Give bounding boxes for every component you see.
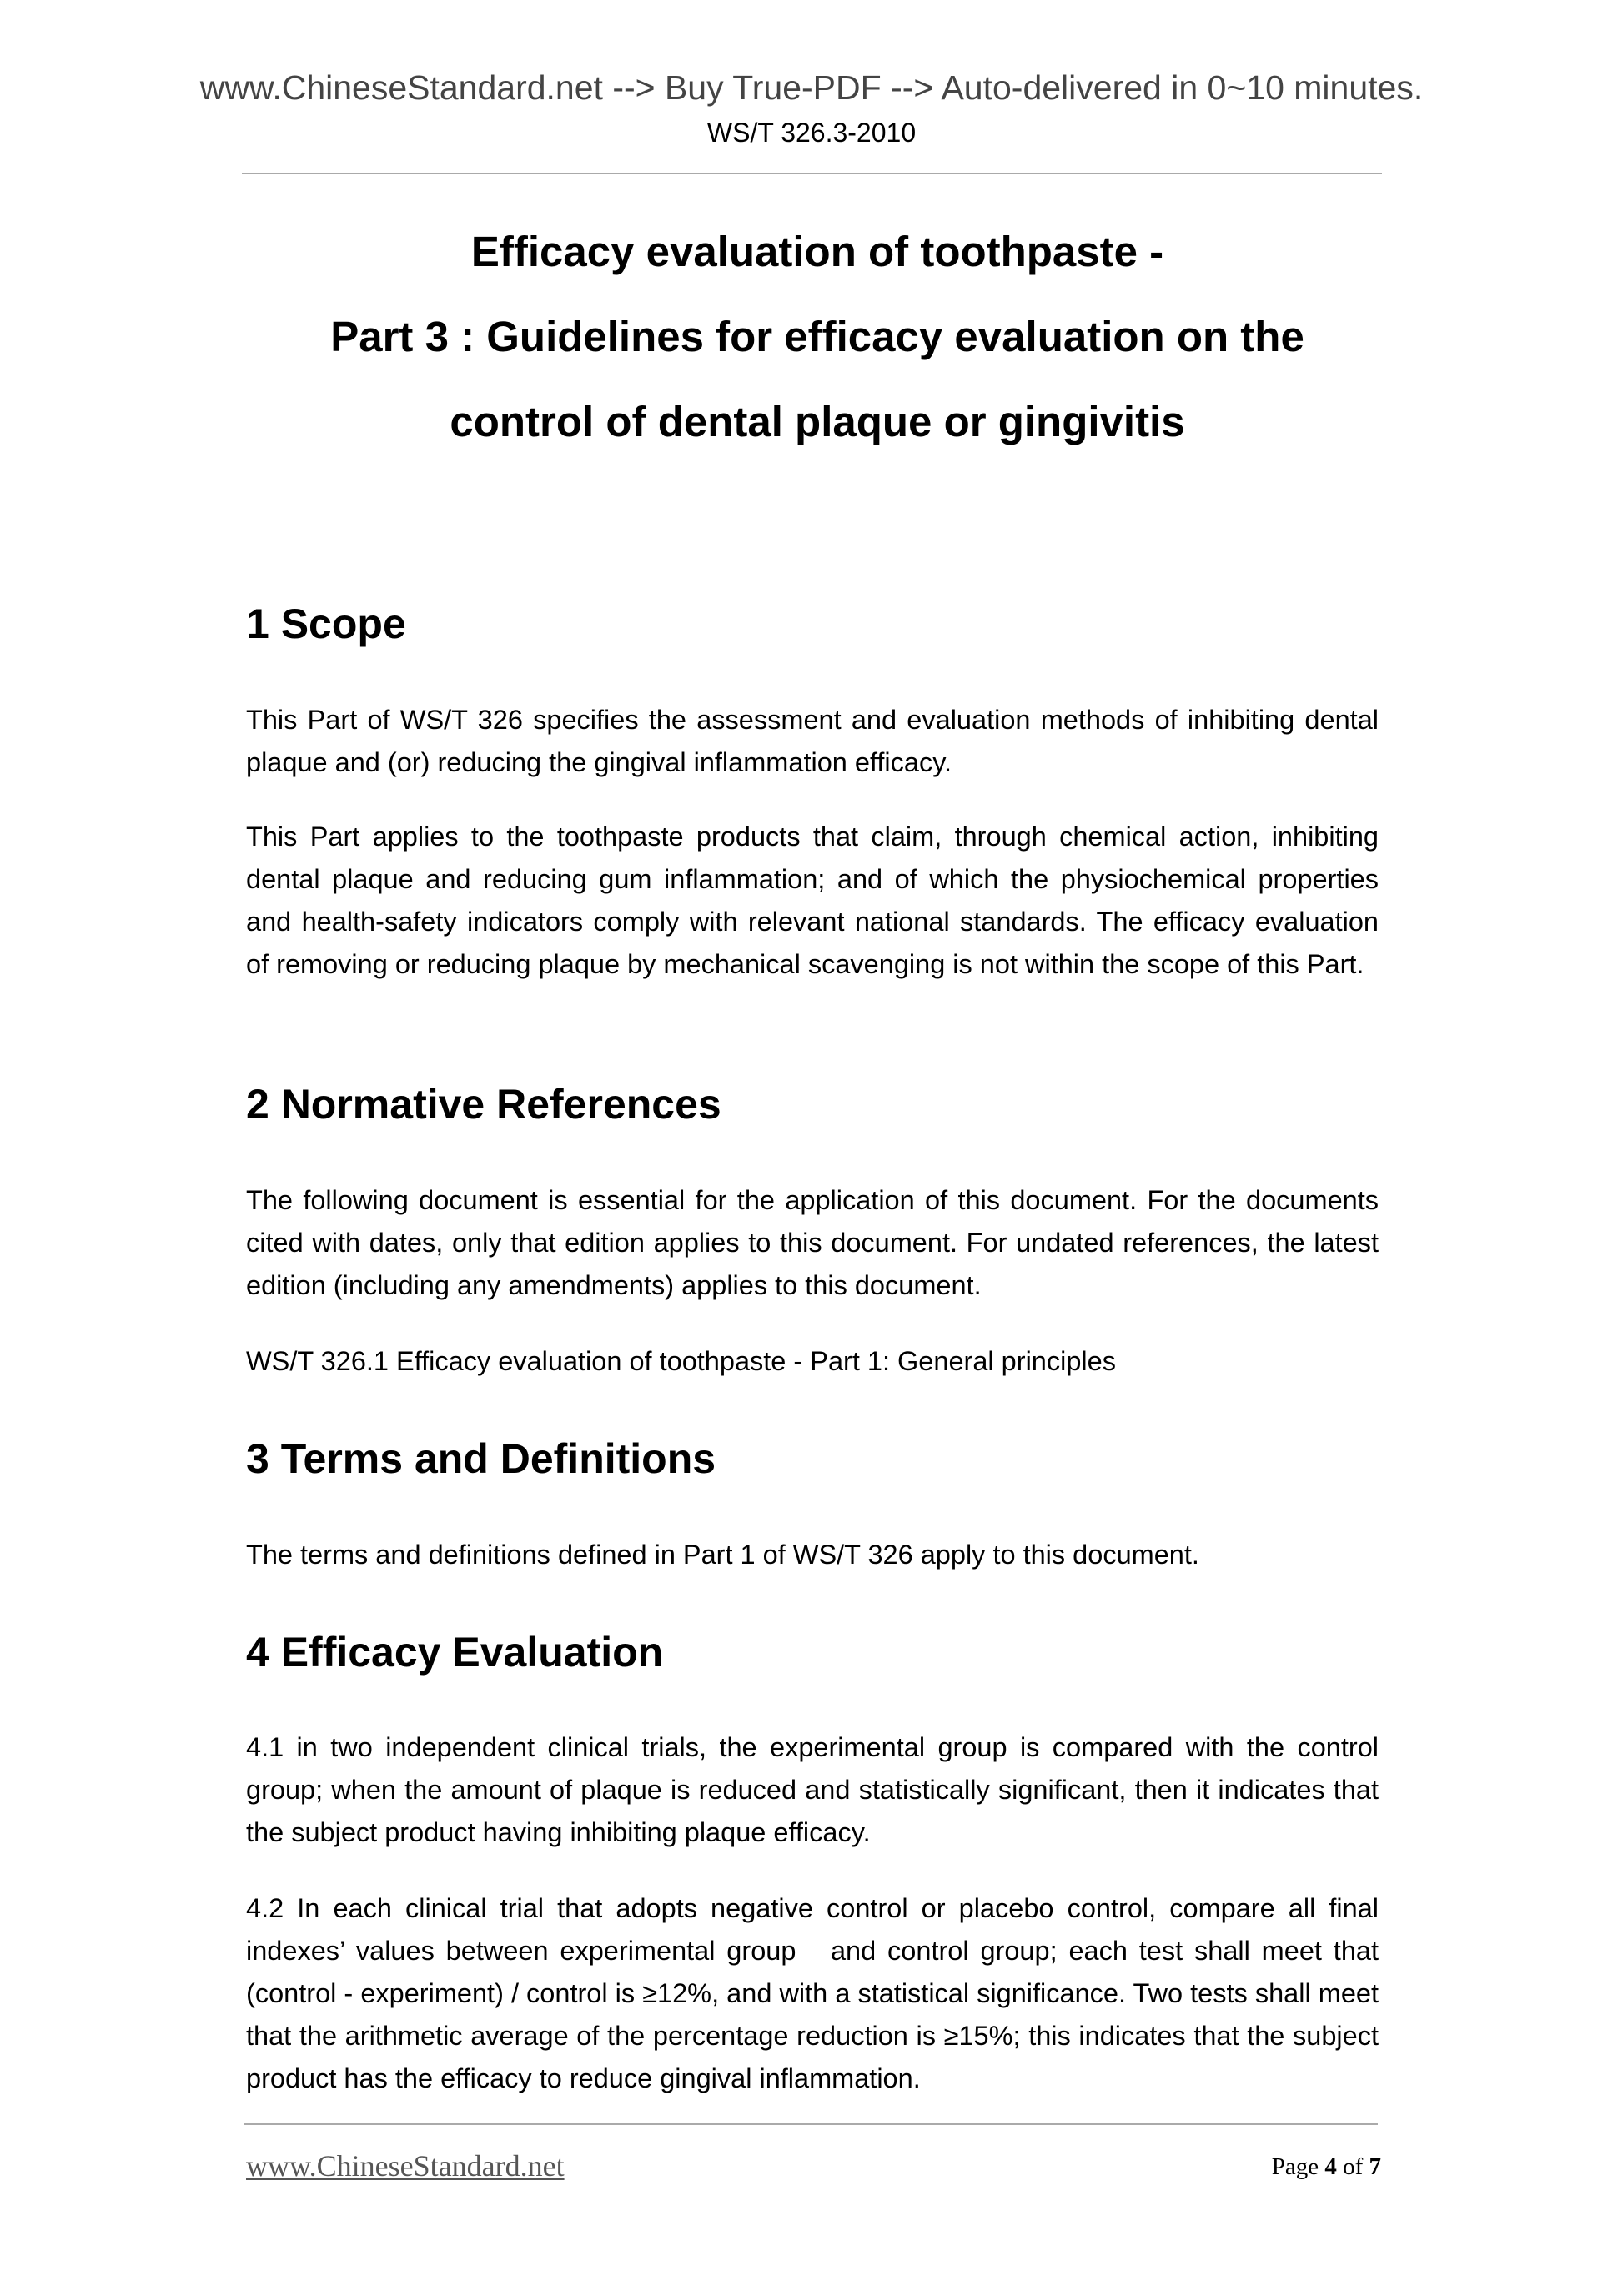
current-page: 4 xyxy=(1324,2153,1337,2180)
total-pages: 7 xyxy=(1369,2153,1381,2180)
footer-divider xyxy=(244,2123,1378,2125)
page-label: Page xyxy=(1271,2153,1319,2180)
section-heading-terms: 3 Terms and Definitions xyxy=(246,1435,716,1482)
section-heading-evaluation: 4 Efficacy Evaluation xyxy=(246,1629,664,1676)
document-title-line2: Part 3 : Guidelines for efficacy evaluation on the xyxy=(330,313,1304,360)
header-banner: www.ChineseStandard.net --> Buy True-PDF --> Auto-delivered in 0~10 minutes. xyxy=(199,68,1424,107)
reference-item: WS/T 326.1 Efficacy evaluation of toothpaste - Part 1: General principles xyxy=(246,1346,1116,1376)
scope-paragraph-2: This Part applies to the toothpaste products that claim, through chemical action, inhibiting dental plaque and reducing gum inflammation; and of which the physiochemical properties and health-safety indicators comply with relevant national standards. The efficacy evaluation of removing or reducing plaque by mechanical scavenging is not within the scope of this Part. xyxy=(246,821,1379,979)
document-title-line3: control of dental plaque or gingivitis xyxy=(450,398,1185,445)
page-of: of xyxy=(1343,2153,1364,2180)
clause-4-1: 4.1 in two independent clinical trials, the experimental group is compared with the control group; when the amount of plaque is reduced and statistically significant, then it indicates that the subject product having inhibiting plaque efficacy. xyxy=(246,1732,1379,1847)
standard-code: WS/T 326.3-2010 xyxy=(706,118,917,148)
page-number xyxy=(1272,2152,1381,2182)
clause-4-2: 4.2 In each clinical trial that adopts negative control or placebo control, compare all final indexes’ values between experimental group and control group; each test shall meet that (control - experiment) / control is ≥12%, and with a statistical significance. Two tests shall meet that the arithmetic average of the percentage reduction is ≥15%; this indicates that the subject product has the efficacy to reduce gingival inflammation. xyxy=(246,1893,1387,2093)
references-paragraph: The following document is essential for the application of this document. For the documents cited with dates, only that edition applies to this document. For undated references, the latest edition (including any amendments) applies to this document. xyxy=(246,1185,1379,1300)
document-title-line1: Efficacy evaluation of toothpaste - xyxy=(470,228,1164,275)
scope-paragraph-1: This Part of WS/T 326 specifies the assessment and evaluation methods of inhibiting dental plaque and (or) reducing the gingival inflammation efficacy. xyxy=(246,705,1379,777)
footer-website-link[interactable]: www.ChineseStandard.net xyxy=(246,2149,565,2183)
terms-paragraph: The terms and definitions defined in Part 1 of WS/T 326 apply to this document. xyxy=(246,1540,1199,1570)
section-heading-references: 2 Normative References xyxy=(246,1081,721,1128)
section-heading-scope: 1 Scope xyxy=(246,600,406,647)
header-divider xyxy=(242,173,1382,174)
